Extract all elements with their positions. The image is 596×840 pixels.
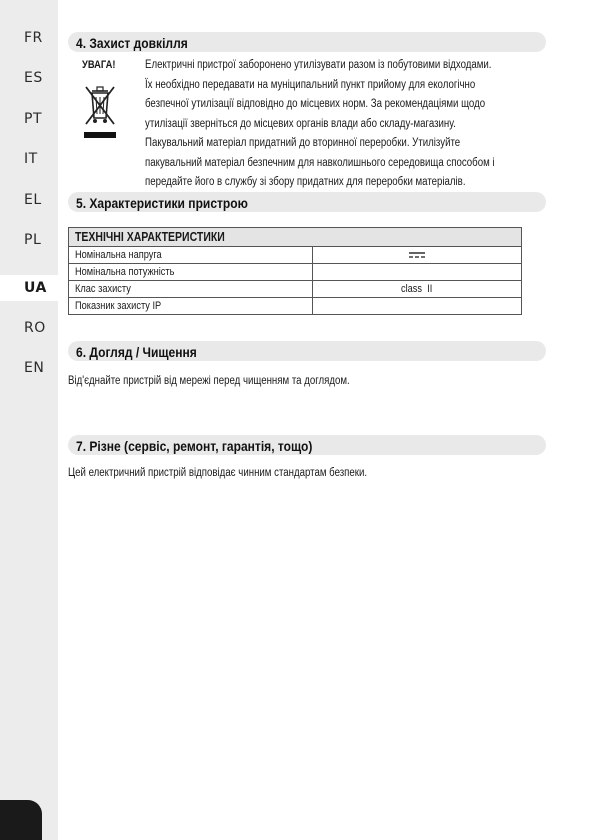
lang-tab-es[interactable]: ES: [24, 70, 43, 86]
table-row: [69, 281, 521, 298]
lang-tab-en[interactable]: EN: [24, 360, 45, 376]
disposal-line: безпечної утилізації відповідно до місцевих норм. За рекомендаціями щодо: [145, 98, 486, 110]
lang-tab-pt[interactable]: PT: [24, 111, 42, 127]
disposal-line: пакувальний матеріал безпечним для навколишнього середовища способом і: [145, 156, 495, 169]
weee-crossed-bin-icon: [82, 84, 118, 140]
disposal-line: Пакувальний матеріал придатний до вторинної переробки. Утилізуйте: [145, 137, 461, 149]
table-row: [69, 264, 521, 281]
section-5-header: [68, 192, 546, 212]
care-text: Від'єднайте пристрій від мережі перед чищенням та доглядом.: [68, 375, 350, 387]
disposal-line: Їх необхідно передавати на муніципальний пункт прийому для екологічно: [145, 78, 476, 91]
section-7-header: [68, 435, 546, 455]
rated-voltage-label: Номінальна напруга: [75, 249, 162, 261]
protection-class-label: Клас захисту: [75, 283, 131, 295]
protection-class-value: class II: [401, 283, 433, 295]
lang-tab-pl[interactable]: PL: [24, 232, 42, 248]
table-row: [69, 247, 521, 264]
tech-specs-table: [68, 227, 522, 315]
disposal-line: Електричні пристрої заборонено утилізувати разом із побутовими відходами.: [145, 59, 492, 71]
lang-tab-it[interactable]: IT: [24, 151, 38, 167]
disposal-line: передайте його в службу зі збору придатних для переробки матеріалів.: [145, 176, 466, 188]
section-7-title: 7. Різне (сервіс, ремонт, гарантія, тощо): [76, 438, 313, 454]
ip-rating-label: Показник захисту IP: [75, 300, 162, 312]
section-6-header: [68, 341, 546, 361]
lang-tab-ro[interactable]: RO: [24, 320, 46, 336]
disposal-line: утилізації зверніться до місцевих органів влади або складу-магазину.: [145, 117, 456, 130]
section-4-title: 4. Захист довкілля: [76, 35, 188, 51]
section-4-header: [68, 32, 546, 52]
lang-tab-ua-active[interactable]: UA: [0, 275, 58, 301]
table-row: [69, 298, 521, 314]
dc-current-symbol-icon: [408, 251, 426, 259]
lang-tab-el[interactable]: EL: [24, 192, 42, 208]
warning-label: УВАГА!: [82, 59, 116, 71]
tech-specs-header: ТЕХНІЧНІ ХАРАКТЕРИСТИКИ: [69, 228, 521, 247]
lang-tab-fr[interactable]: FR: [24, 30, 43, 46]
page-corner-tab: [0, 800, 42, 840]
section-5-title: 5. Характеристики пристрою: [76, 195, 248, 211]
language-sidebar: [0, 0, 58, 840]
rated-power-label: Номінальна потужність: [75, 266, 175, 278]
disposal-paragraph: [145, 56, 540, 193]
safety-text: Цей електричний пристрій відповідає чинним стандартам безпеки.: [68, 467, 368, 479]
section-6-title: 6. Догляд / Чищення: [76, 344, 197, 360]
